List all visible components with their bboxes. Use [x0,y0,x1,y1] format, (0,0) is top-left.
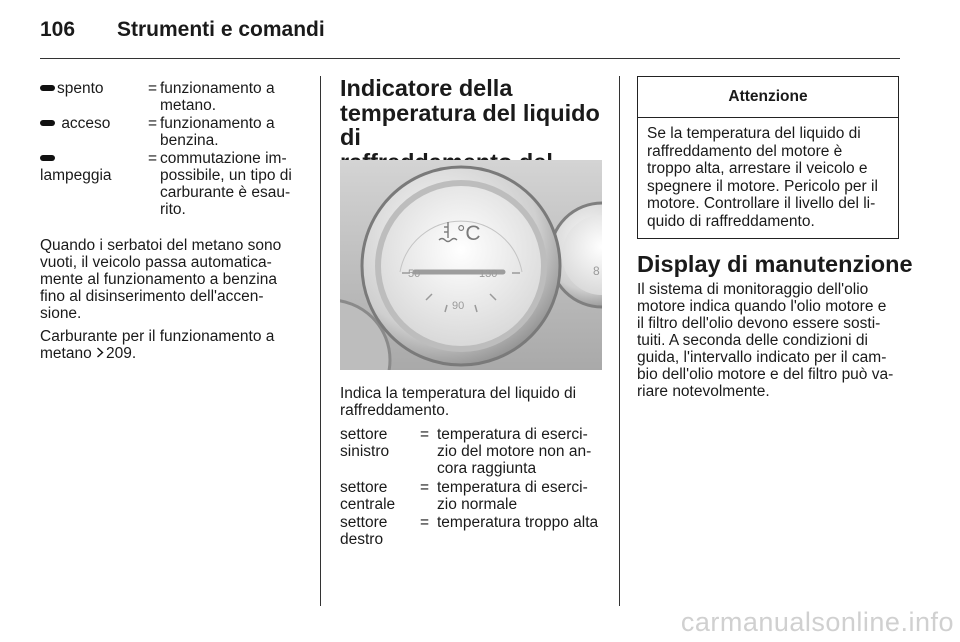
gauge-caption: Indica la temperatura del liquido di raffreddamento. [340,385,577,419]
definition-line: funzionamento a [160,80,275,97]
gauge-tick-label-high: 130 [479,268,498,280]
legend-row-right-sector [340,514,610,549]
paragraph-fuel-reference: Carburante per il funzionamento a metano 209. [40,328,275,362]
legend-term: lampeggia [40,167,112,184]
watermark: carmanualsonline.info [680,607,954,637]
legend-equals: = [420,426,430,443]
lamp-off-icon [40,85,55,91]
middle-column-lower [340,385,610,549]
legend-row-center-sector [340,479,610,514]
gauge-unit-label: °C [457,222,481,245]
attention-text: Se la temperatura del liquido di raffreddamento del motore è troppo alta, arrestare il veicolo e spegnere il motore. Pericolo per il motore. Controllare il livello del li- quido di raffreddamento. [647,125,878,230]
definition-line: funzionamento a [160,115,275,132]
legend-row-acceso [40,115,302,150]
legend-equals: = [420,479,430,496]
legend-row-left-sector [340,426,610,479]
legend-definition: temperatura di eserci- zio del motore non an- cora raggiunta [437,426,592,477]
lamp-flashing-icon [40,155,55,161]
legend-term: spento [57,80,104,97]
page-reference-arrow-icon [96,347,104,358]
coolant-gauge-illustration [340,160,602,370]
right-gauge-partial-label: 8 [593,264,600,278]
coolant-gauge-photo [340,160,602,370]
maintenance-paragraph: Il sistema di monitoraggio dell'olio motore indica quando l'olio motore e il filtro dell'olio devono essere sosti- tuiti. A seconda delle condizioni di guida, l'intervallo indicato per il cam- bio dell'olio motore e del filtro può va- riare notevolmente. [637,280,894,400]
legend-definition: temperatura di eserci- zio normale [437,479,588,513]
attention-box [637,76,899,239]
column-divider-left [320,76,321,606]
column-divider-right [619,76,620,606]
page-number: 106 [40,18,76,41]
legend-definition [160,80,305,114]
header-rule [40,58,900,59]
definition-line: rito. [160,201,186,218]
legend-equals: = [148,150,158,167]
definition-line: metano. [160,97,217,114]
definition-line: commutazione im- [160,150,287,167]
definition-line: benzina. [160,132,219,149]
legend-row-spento [40,80,302,115]
lamp-on-icon [40,120,55,126]
legend-equals: = [148,115,158,132]
legend-term: acceso [61,115,111,132]
legend-definition [160,150,305,218]
legend-term: settore sinistro [340,426,390,460]
definition-line: possibile, un tipo di [160,167,292,184]
left-column [40,80,302,362]
definition-line: carburante è esau- [160,184,291,201]
maintenance-heading: Display di manutenzione [637,251,913,277]
page-reference-link[interactable]: 209. [106,345,137,362]
legend-term: settore centrale [340,479,396,513]
legend-term: settore destro [340,514,388,548]
gauge-tick-label-low: 50 [408,268,421,280]
legend-equals: = [148,80,158,97]
section-title: Strumenti e comandi [117,18,325,41]
coolant-heading: Indicatore della temperatura del liquido di [340,75,600,150]
gauge-tick-label-mid: 90 [452,300,465,312]
right-column-lower [637,252,917,400]
paragraph-metano-empty: Quando i serbatoi del metano sono vuoti, il veicolo passa automatica- mente al funzionamento a benzina fino al disinserimento dell'accen- sione. [40,237,282,322]
legend-definition [160,115,305,149]
attention-title: Attenzione [638,77,898,118]
legend-definition: temperatura troppo alta [437,514,599,531]
legend-equals: = [420,514,430,531]
legend-row-lampeggia [40,150,302,220]
